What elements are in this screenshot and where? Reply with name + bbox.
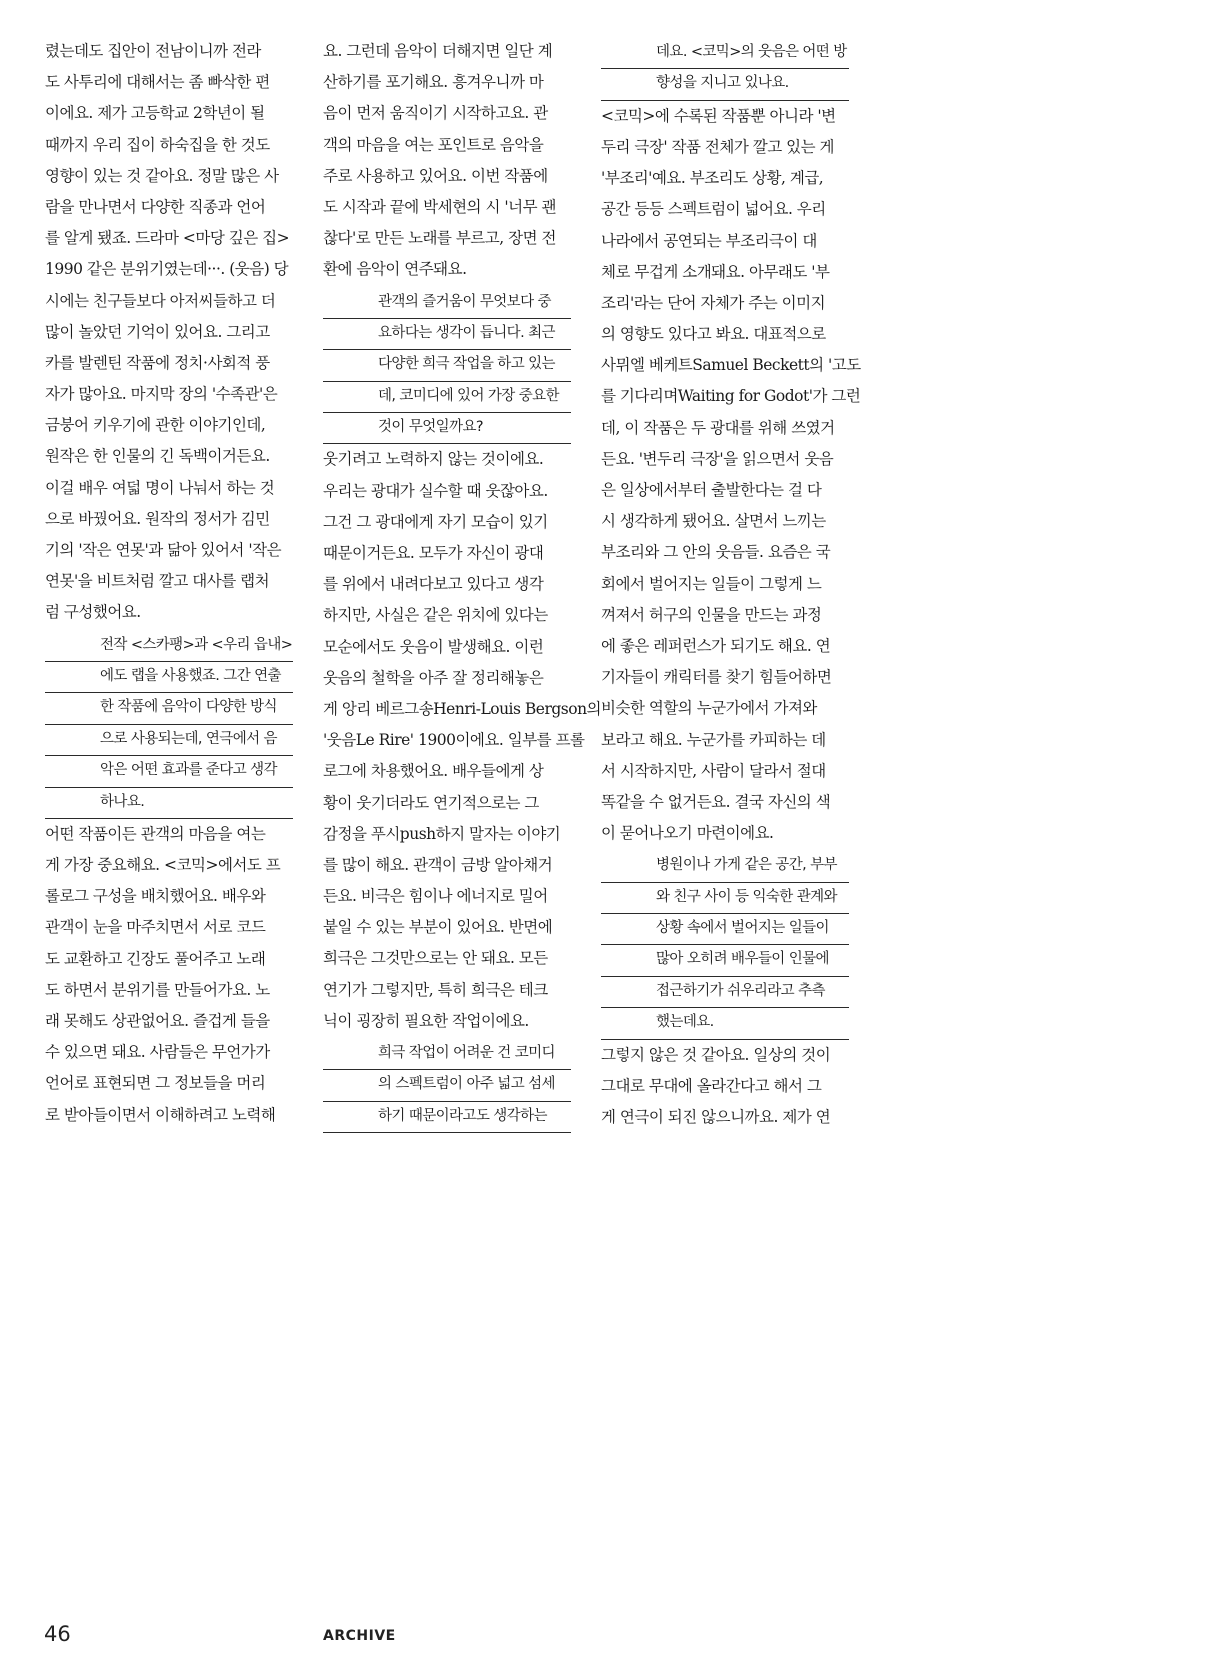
text-line: 의 영향도 있다고 봐요. 대표적으로 [601,325,826,344]
answer-paragraph [45,819,293,1131]
answer-paragraph [323,36,571,286]
text-line: 를 기다리며Waiting for Godot'가 그런 [601,387,861,406]
text-line: 부조리와 그 안의 웃음들. 요즘은 국 [601,543,831,562]
text-line: 기의 '작은 연못'과 닮아 있어서 '작은 [45,541,282,559]
text-line: 그대로 무대에 올라간다고 해서 그 [601,1076,822,1095]
text-line: 카를 발렌틴 작품에 정치·사회적 풍 [45,353,270,372]
text-line: 때문이거든요. 모두가 자신이 광대 [323,544,544,563]
text-line: 이걸 배우 여덟 명이 나눠서 하는 것 [45,478,275,497]
text-line: 럼 구성했어요. [45,603,141,622]
question-line: 했는데요. [601,1008,849,1039]
text-line: 비슷한 역할의 누군가에서 가져와 [601,699,817,718]
text-line: 관객이 눈을 마주치면서 서로 코드 [45,918,266,937]
interview-question [601,38,849,101]
text-line: 붙일 수 있는 부분이 있어요. 반면에 [323,918,553,937]
text-line: 그건 그 광대에게 자기 모습이 있기 [323,512,548,531]
text-line: 시에는 친구들보다 아저씨들하고 더 [45,291,276,310]
text-line: 객의 마음을 여는 포인트로 음악을 [323,135,544,154]
text-line: 기자들이 캐릭터를 찾기 힘들어하면 [601,668,832,687]
text-line: 껴져서 허구의 인물을 만드는 과정 [601,605,822,624]
page-number: 46 [44,1622,71,1646]
text-line: 황이 웃기더라도 연기적으로는 그 [323,793,539,812]
text-line: 보라고 해요. 누군가를 카피하는 데 [601,730,826,749]
text-line: 산하기를 포기해요. 흥겨우니까 마 [323,73,544,92]
text-line: 수 있으면 돼요. 사람들은 무언가가 [45,1043,270,1062]
text-line: 조리'라는 단어 자체가 주는 이미지 [601,293,826,312]
question-line: 으로 사용되는데, 연극에서 음 [45,725,293,756]
interview-question [323,288,571,445]
text-line: 체로 무겁게 소개돼요. 아무래도 '부 [601,262,830,281]
text-line: 이에요. 제가 고등학교 2학년이 될 [45,104,265,123]
text-line: 많이 놀았던 기억이 있어요. 그리고 [45,322,270,341]
text-line: 시 생각하게 됐어요. 살면서 느끼는 [601,512,826,531]
question-line: 하나요. [45,788,293,819]
text-line: 렸는데도 집안이 전남이니까 전라 [45,42,261,60]
question-line: 에도 랩을 사용했죠. 그간 연출 [45,662,293,693]
text-line: 으로 바꿨어요. 원작의 정서가 김민 [45,509,270,528]
text-line: 사뮈엘 베케트Samuel Beckett의 '고도 [601,356,861,375]
question-line: 하기 때문이라고도 생각하는 [323,1102,571,1133]
question-line: 와 친구 사이 등 익숙한 관계와 [601,883,849,914]
text-line: 금붕어 키우기에 관한 이야기인데, [45,416,266,435]
text-line: 원작은 한 인물의 긴 독백이거든요. [45,447,270,466]
text-line: 희극은 그것만으로는 안 돼요. 모든 [323,949,548,968]
column-1 [45,36,293,1131]
text-line: 든요. 비극은 힘이나 에너지로 밀어 [323,887,548,906]
text-line: 연기가 그렇지만, 특히 희극은 테크 [323,980,548,999]
text-line: 웃음의 철학을 아주 잘 정리해놓은 [323,668,544,687]
question-line: 요하다는 생각이 듭니다. 최근 [323,319,571,350]
text-line: 연못'을 비트처럼 깔고 대사를 랩처 [45,572,270,591]
text-line: 로 받아들이면서 이해하려고 노력해 [45,1105,276,1124]
text-line: '부조리'예요. 부조리도 상황, 계급, [601,169,824,188]
text-line: 도 하면서 분위기를 만들어가요. 노 [45,980,270,999]
text-line: 람을 만나면서 다양한 직종과 언어 [45,197,266,216]
interview-question [601,851,849,1039]
text-line: 도 사투리에 대해서는 좀 빠삭한 편 [45,73,270,92]
text-line: 영향이 있는 것 같아요. 정말 많은 사 [45,166,279,185]
text-line: 로그에 차용했어요. 배우들에게 상 [323,762,544,781]
text-line: 환에 음악이 연주돼요. [323,260,467,279]
question-line: 관객의 즐거움이 무엇보다 중 [323,288,571,319]
text-line: 공간 등등 스펙트럼이 넓어요. 우리 [601,200,826,219]
text-line: 에 좋은 레퍼런스가 되기도 해요. 연 [601,636,831,655]
text-line: 를 알게 됐죠. 드라마 <마당 깊은 집> [45,229,290,248]
text-line: 도 시작과 끝에 박세현의 시 '너무 괜 [323,197,556,216]
text-line: 롤로그 구성을 배치했어요. 배우와 [45,887,266,906]
text-line: 감정을 푸시push하지 말자는 이야기 [323,824,561,843]
question-line: 상황 속에서 벌어지는 일들이 [601,914,849,945]
text-line: 자가 많아요. 마지막 장의 '수족관'은 [45,385,278,404]
text-line: 음이 먼저 움직이기 시작하고요. 관 [323,104,548,123]
text-line: 주로 사용하고 있어요. 이번 작품에 [323,166,548,185]
text-line: 게 앙리 베르그송Henri-Louis Bergson의 [323,699,602,718]
text-line: 모순에서도 웃음이 발생해요. 이런 [323,637,544,656]
answer-paragraph [601,101,861,850]
text-line: 하지만, 사실은 같은 위치에 있다는 [323,606,548,625]
text-line: 찮다'로 만든 노래를 부르고, 장면 전 [323,229,556,248]
question-line: 전작 <스카팽>과 <우리 읍내> [45,631,293,662]
text-line: '웃음Le Rire' 1900이에요. 일부를 프롤 [323,731,585,750]
text-line: 때까지 우리 집이 하숙집을 한 것도 [45,135,270,154]
question-line: 악은 어떤 효과를 준다고 생각 [45,756,293,787]
text-line: 어떤 작품이든 관객의 마음을 여는 [45,824,266,843]
text-line: 래 못해도 상관없어요. 즐겁게 들을 [45,1012,270,1031]
text-line: 닉이 굉장히 필요한 작업이에요. [323,1011,529,1030]
text-line: 두리 극장' 작품 전체가 깔고 있는 게 [601,137,834,156]
text-line: 서 시작하지만, 사람이 달라서 절대 [601,761,826,780]
text-line: 1990 같은 분위기였는데···. (웃음) 당 [45,260,289,279]
answer-paragraph [601,1040,849,1134]
text-line: <코믹>에 수록된 작품뿐 아니라 '변 [601,106,836,125]
question-line: 데, 코미디에 있어 가장 중요한 [323,382,571,413]
answer-paragraph [45,36,293,629]
text-line: 게 가장 중요해요. <코믹>에서도 프 [45,856,281,875]
text-line: 언어로 표현되면 그 정보들을 머리 [45,1074,266,1093]
text-line: 우리는 광대가 실수할 때 웃잖아요. [323,481,548,500]
column-3 [601,36,861,1133]
interview-question [323,1039,571,1133]
question-line: 향성을 지니고 있나요. [601,69,849,100]
text-line: 요. 그런데 음악이 더해지면 일단 계 [323,42,553,60]
question-line: 병원이나 가게 같은 공간, 부부 [601,851,849,882]
question-line: 한 작품에 음악이 다양한 방식 [45,693,293,724]
interview-question [45,631,293,819]
question-line: 데요. <코믹>의 웃음은 어떤 방 [601,38,849,69]
text-line: 똑같을 수 없거든요. 결국 자신의 색 [601,792,831,811]
text-line: 회에서 벌어지는 일들이 그렇게 느 [601,574,822,593]
answer-paragraph [323,444,602,1037]
text-line: 그렇지 않은 것 같아요. 일상의 것이 [601,1045,831,1064]
text-line: 게 연극이 되진 않으니까요. 제가 연 [601,1108,831,1126]
text-line: 웃기려고 노력하지 않는 것이에요. [323,450,544,469]
question-line: 다양한 희극 작업을 하고 있는 [323,350,571,381]
column-2 [323,36,602,1133]
text-line: 를 위에서 내려다보고 있다고 생각 [323,575,544,594]
text-line: 나라에서 공연되는 부조리극이 대 [601,231,817,250]
text-line: 이 묻어나오기 마련이에요. [601,824,774,843]
text-line: 은 일상에서부터 출발한다는 걸 다 [601,481,822,500]
question-line: 의 스펙트럼이 아주 넓고 섬세 [323,1070,571,1101]
text-line: 를 많이 해요. 관객이 금방 알아채거 [323,855,553,874]
question-line: 접근하기가 쉬우리라고 추측 [601,977,849,1008]
text-line: 도 교환하고 긴장도 풀어주고 노래 [45,949,266,968]
question-line: 많아 오히려 배우들이 인물에 [601,945,849,976]
question-line: 것이 무엇일까요? [323,413,571,444]
question-line: 희극 작업이 어려운 건 코미디 [323,1039,571,1070]
text-line: 데, 이 작품은 두 광대를 위해 쓰였거 [601,418,835,437]
text-line: 든요. '변두리 극장'을 읽으면서 웃음 [601,449,834,468]
section-label: ARCHIVE [323,1628,396,1644]
